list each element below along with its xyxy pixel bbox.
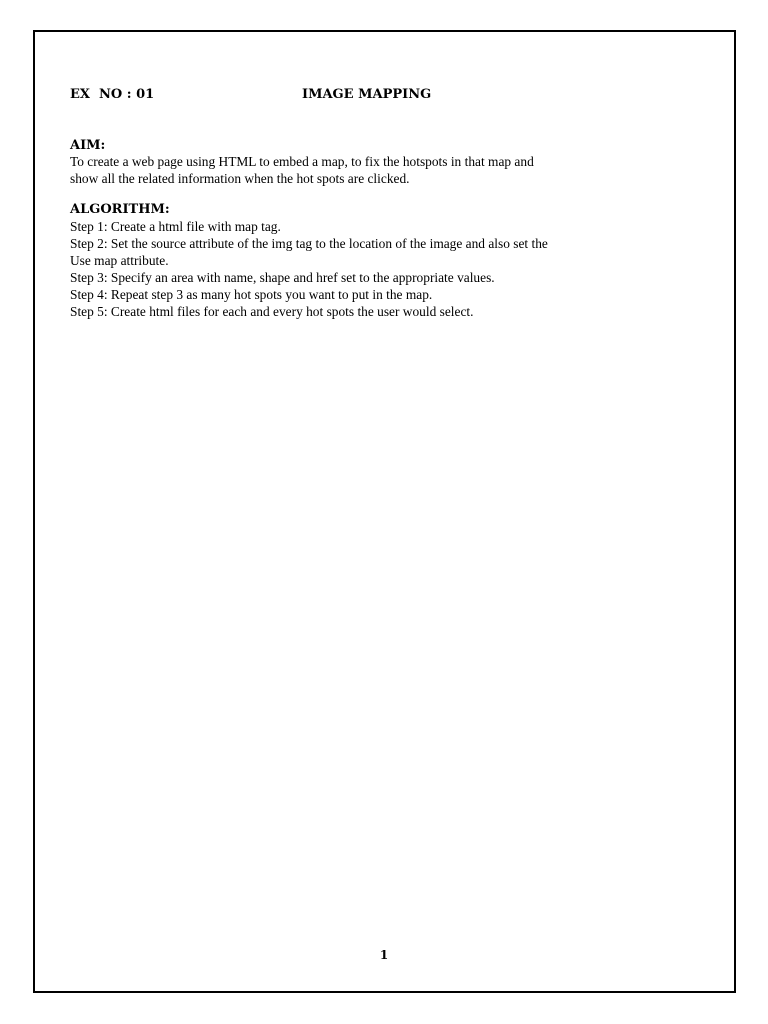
algorithm-step-3: Step 3: Specify an area with name, shape and href set to the appropriate values. (70, 270, 495, 285)
algorithm-steps (70, 218, 640, 320)
aim-line: show all the related information when the hot spots are clicked. (70, 171, 410, 186)
aim-heading: AIM: (70, 138, 106, 153)
aim-text (70, 153, 640, 187)
document-header (70, 87, 670, 107)
algorithm-step-2-continued: Use map attribute. (70, 253, 169, 268)
aim-line: To create a web page using HTML to embed a map, to fix the hotspots in that map and (70, 154, 534, 169)
algorithm-heading: ALGORITHM: (70, 202, 170, 217)
document-title: IMAGE MAPPING (302, 87, 432, 102)
algorithm-step-1: Step 1: Create a html file with map tag. (70, 219, 281, 234)
algorithm-step-5: Step 5: Create html files for each and every hot spots the user would select. (70, 304, 474, 319)
exercise-number: EX NO : 01 (70, 87, 155, 102)
algorithm-step-4: Step 4: Repeat step 3 as many hot spots you want to put in the map. (70, 287, 433, 302)
page-number: 1 (379, 948, 389, 962)
algorithm-step-2: Step 2: Set the source attribute of the img tag to the location of the image and also set the (70, 236, 548, 251)
